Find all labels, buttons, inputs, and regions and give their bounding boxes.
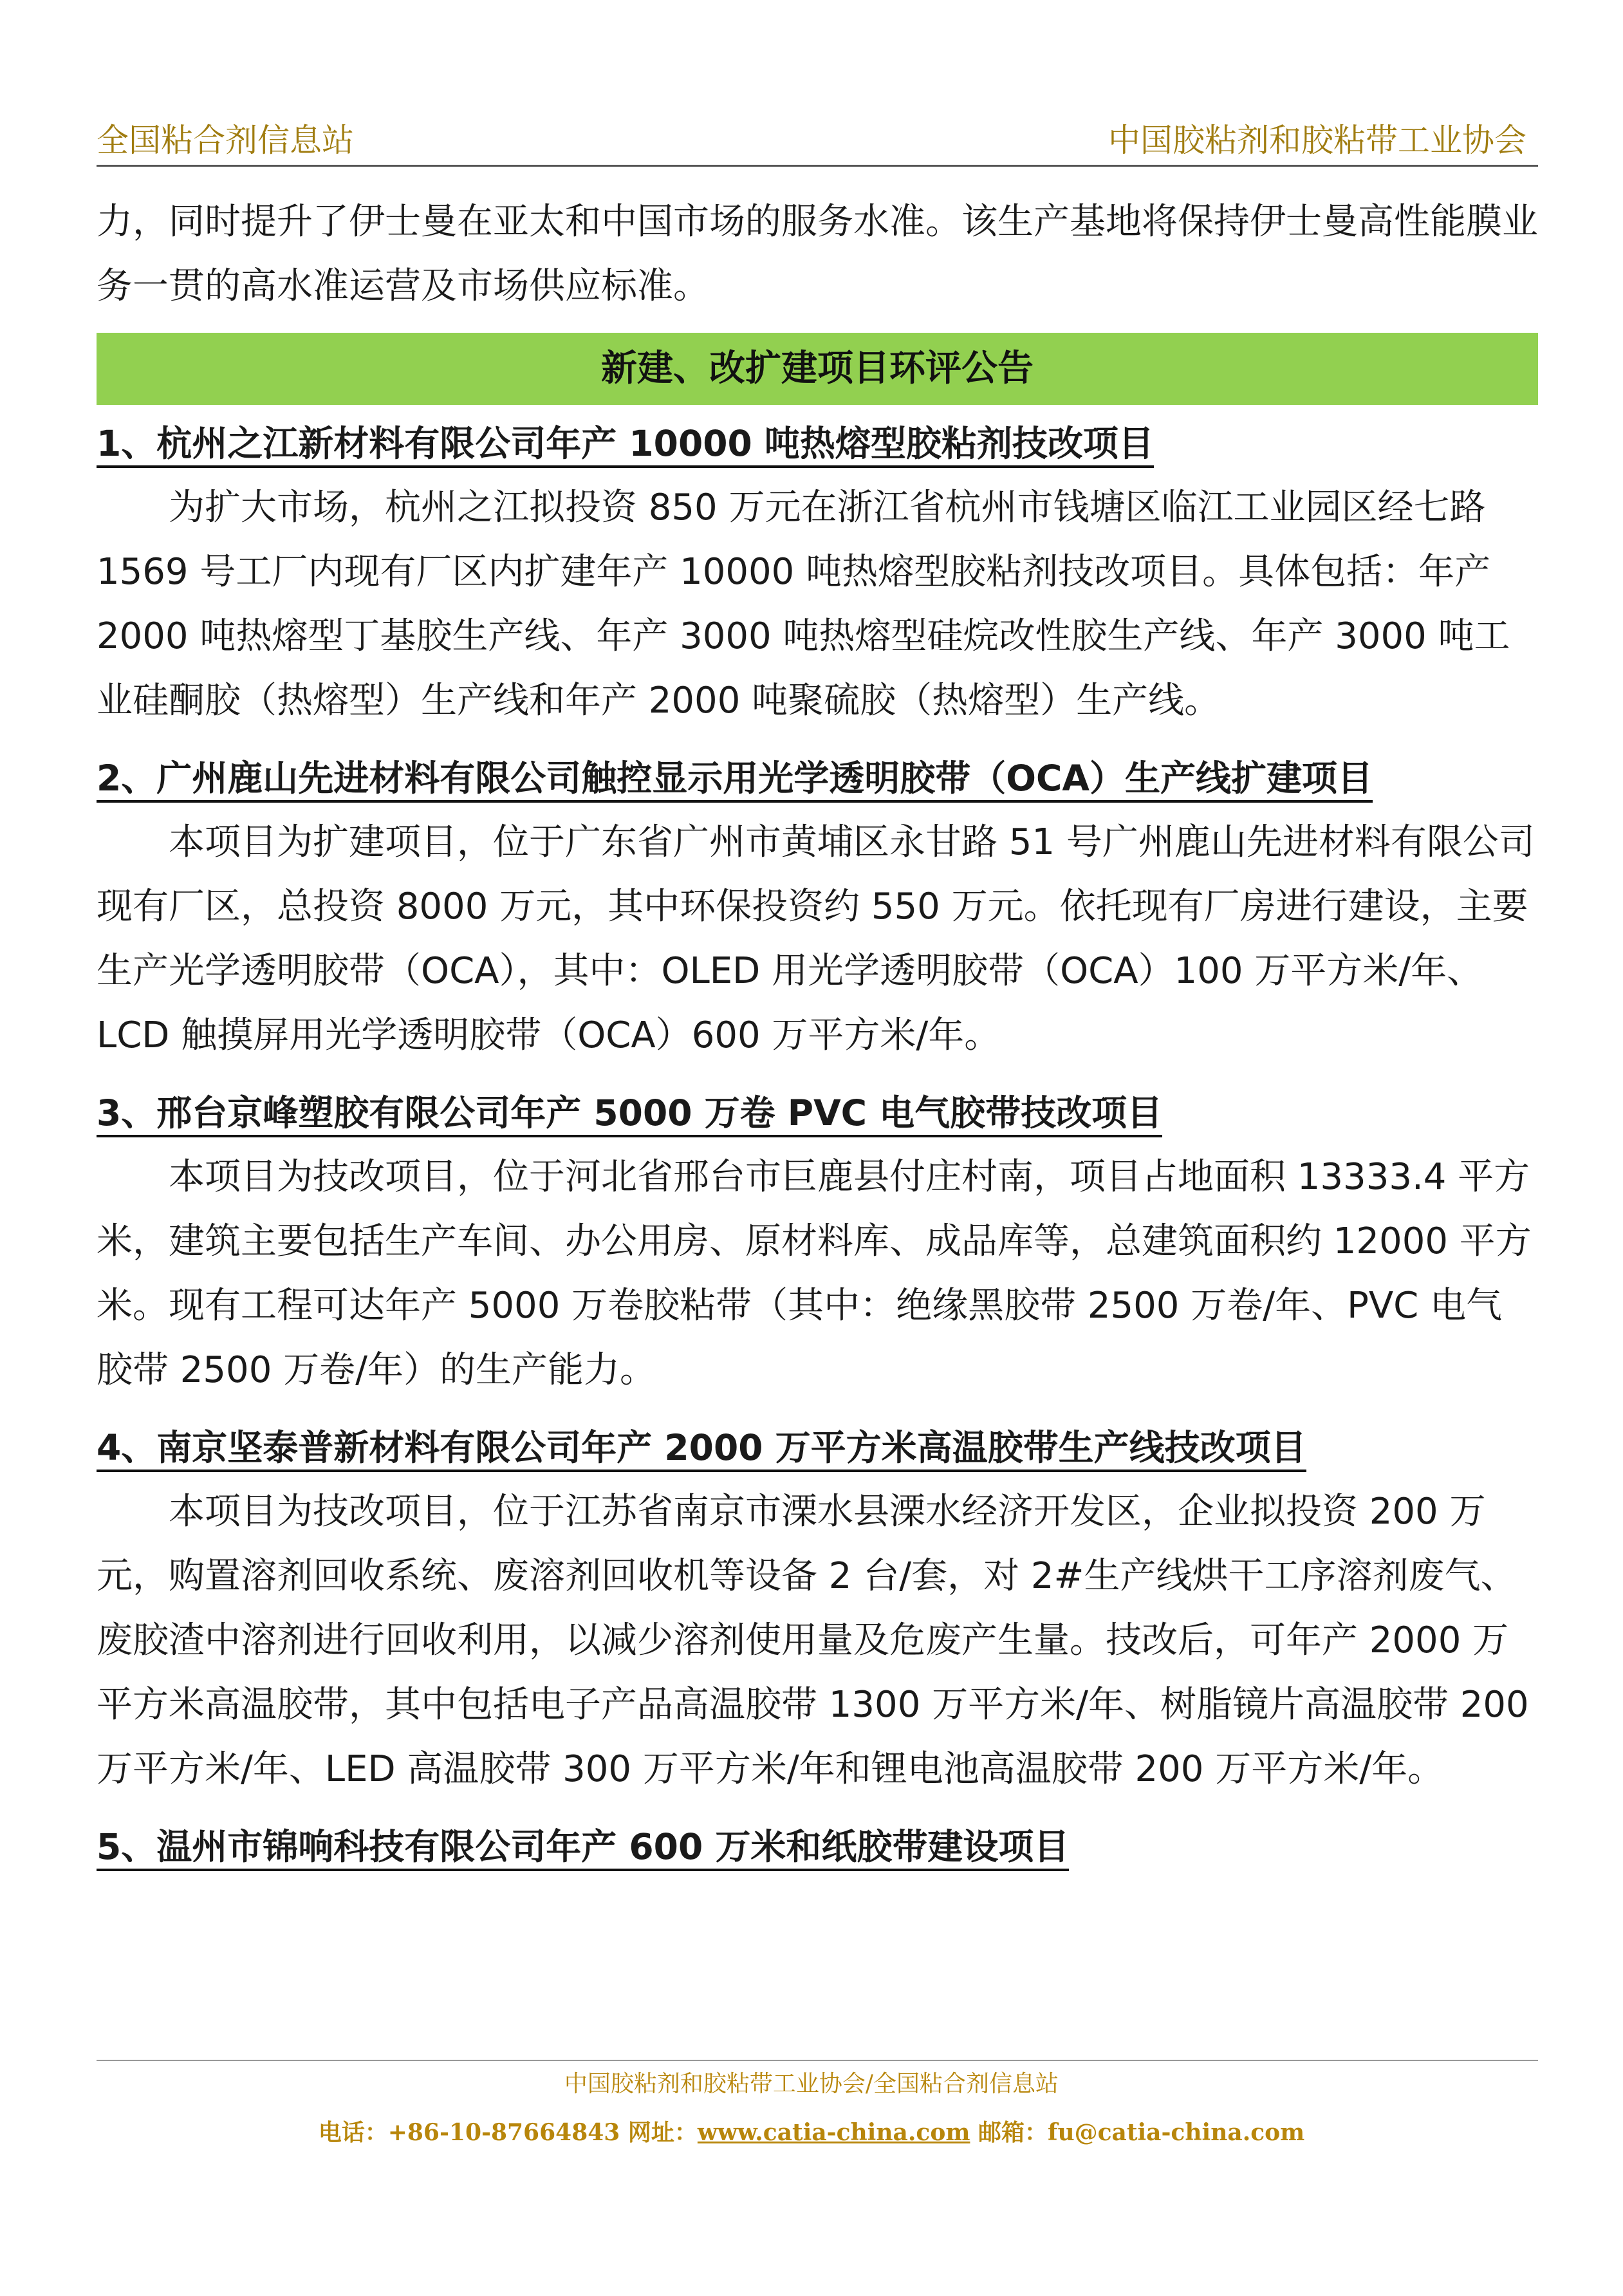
project-title-text: 1、杭州之江新材料有限公司年产 10000 吨热熔型胶粘剂技改项目 <box>97 423 1154 468</box>
project-title <box>97 411 1538 476</box>
project-title-text: 3、邢台京峰塑胶有限公司年产 5000 万卷 PVC 电气胶带技改项目 <box>97 1092 1162 1137</box>
footer-email: 邮箱：fu@catia-china.com <box>970 2119 1305 2146</box>
project-title-text: 2、广州鹿山先进材料有限公司触控显示用光学透明胶带（OCA）生产线扩建项目 <box>97 758 1373 803</box>
project-title-text: 4、南京坚泰普新材料有限公司年产 2000 万平方米高温胶带生产线技改项目 <box>97 1427 1306 1472</box>
project-item-4 <box>97 1415 1538 1802</box>
project-body: 本项目为扩建项目，位于广东省广州市黄埔区永甘路 51 号广州鹿山先进材料有限公司现有厂区，总投资 8000 万元，其中环保投资约 550 万元。依托现有厂房进行建设，主要生产光学透明胶带（OCA），其中：OLED 用光学透明胶带（OCA）100 万平方米/年、LCD 触摸屏用光学透明胶带（OCA）600 万平方米/年。 <box>97 821 1535 1056</box>
footer-divider <box>97 2060 1538 2061</box>
project-body: 为扩大市场，杭州之江拟投资 850 万元在浙江省杭州市钱塘区临江工业园区经七路 1569 号工厂内现有厂区内扩建年产 10000 吨热熔型胶粘剂技改项目。具体包括：年产 2000 吨热熔型丁基胶生产线、年产 3000 吨热熔型硅烷改性胶生产线、年产 3000 吨工业硅酮胶（热熔型）生产线和年产 2000 吨聚硫胶（热熔型）生产线。 <box>97 487 1510 722</box>
project-body: 本项目为技改项目，位于河北省邢台市巨鹿县付庄村南，项目占地面积 13333.4 平方米，建筑主要包括生产车间、办公用房、原材料库、成品库等，总建筑面积约 12000 平方米。现有工程可达年产 5000 万卷胶粘带（其中：绝缘黑胶带 2500 万卷/年、PVC 电气胶带 2500 万卷/年）的生产能力。 <box>97 1156 1532 1391</box>
project-title <box>97 1815 1538 1879</box>
project-title-text: 5、温州市锦响科技有限公司年产 600 万米和纸胶带建设项目 <box>97 1826 1069 1871</box>
project-item-3 <box>97 1081 1538 1403</box>
project-item-1 <box>97 411 1538 733</box>
footer-organization: 中国胶粘剂和胶粘带工业协会/全国粘合剂信息站 <box>564 2071 1059 2097</box>
project-item-2 <box>97 746 1538 1068</box>
project-title <box>97 1081 1538 1145</box>
project-body: 本项目为技改项目，位于江苏省南京市溧水县溧水经济开发区，企业拟投资 200 万元，购置溶剂回收系统、废溶剂回收机等设备 2 台/套，对 2#生产线烘干工序溶剂废气、废胶渣中溶剂进行回收利用，以减少溶剂使用量及危废产生量。技改后，可年产 2000 万平方米高温胶带，其中包括电子产品高温胶带 1300 万平方米/年、树脂镜片高温胶带 200 万平方米/年、LED 高温胶带 300 万平方米/年和锂电池高温胶带 200 万平方米/年。 <box>97 1491 1529 1790</box>
footer-website-link[interactable]: www.catia-china.com <box>697 2119 970 2146</box>
header-divider <box>97 165 1538 167</box>
project-item-5 <box>97 1815 1538 1879</box>
footer-phone: 电话：+86-10-87664843 网址： <box>318 2119 698 2146</box>
header-left-title: 全国粘合剂信息站 <box>97 122 354 159</box>
project-title <box>97 1415 1538 1480</box>
footer-contact <box>0 2114 1623 2151</box>
project-title <box>97 746 1538 810</box>
header-right-title: 中国胶粘剂和胶粘带工业协会 <box>1108 122 1526 159</box>
main-content <box>97 190 1538 1892</box>
section-banner: 新建、改扩建项目环评公告 <box>97 333 1538 405</box>
intro-paragraph: 力，同时提升了伊士曼在亚太和中国市场的服务水准。该生产基地将保持伊士曼高性能膜业务一贯的高水准运营及市场供应标准。 <box>97 201 1538 307</box>
